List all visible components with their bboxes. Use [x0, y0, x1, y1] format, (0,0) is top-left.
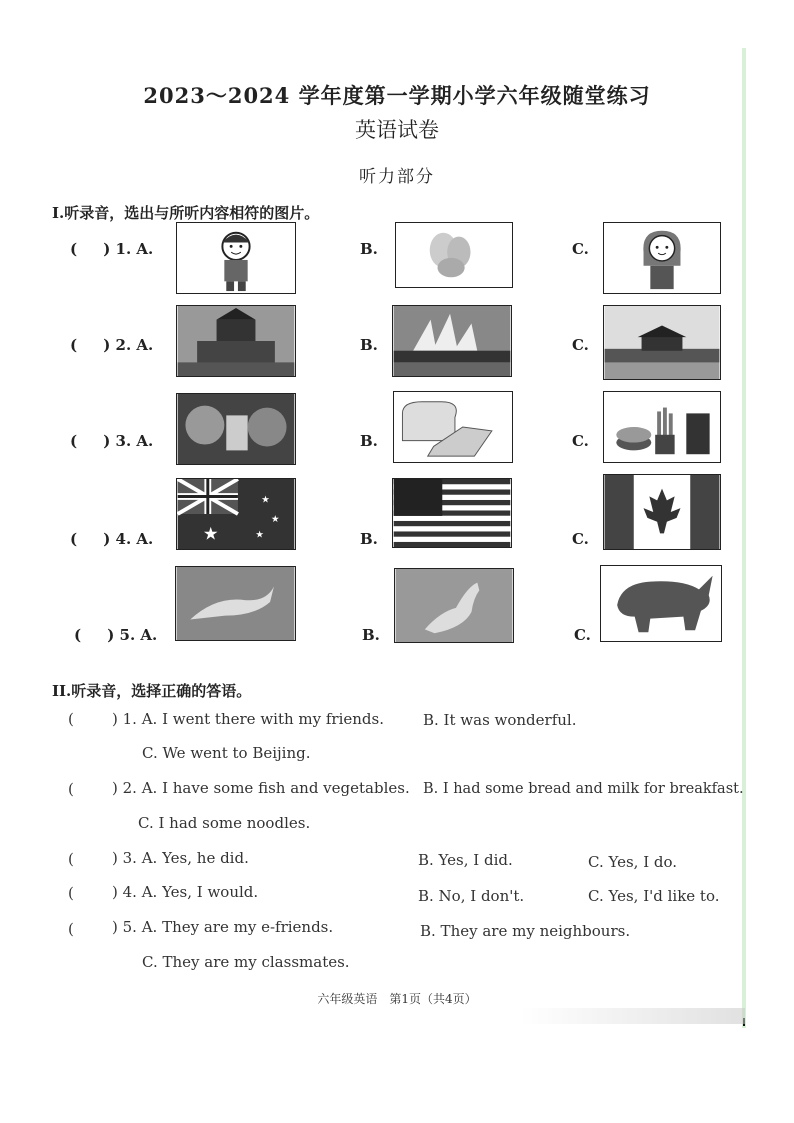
q2-option-a: ) 2. A. I have some fish and vegetables. [112, 779, 410, 797]
kangaroo-picture-icon[interactable] [394, 568, 514, 643]
question-number: ( ) 1. A. [70, 240, 154, 258]
q2-option-b: B. I had some bread and milk for breakfast. [423, 781, 744, 797]
canada-flag-icon[interactable] [603, 474, 721, 550]
q4-option-c: C. Yes, I'd like to. [588, 887, 720, 905]
option-c-label: C. [572, 530, 589, 548]
q5-option-a: ) 5. A. They are my e-friends. [112, 918, 334, 936]
option-b-label: B. [360, 336, 378, 354]
rhino-picture-icon[interactable] [600, 565, 722, 642]
option-c-label: C. [572, 240, 589, 258]
q1-option-b: B. It was wonderful. [423, 711, 577, 729]
svg-text:★: ★ [261, 494, 270, 506]
exam-title: 2023～2024 学年度第一学期小学六年级随堂练习 [143, 83, 651, 108]
scan-smudge [520, 1008, 745, 1024]
q5-option-b: B. They are my neighbours. [420, 922, 631, 940]
q3-option-c: C. Yes, I do. [588, 853, 678, 871]
q5-option-c: C. They are my classmates. [142, 953, 350, 971]
flower-picture-icon[interactable] [395, 222, 513, 288]
option-c-label: C. [572, 336, 589, 354]
exam-subject: 英语试卷 [355, 118, 439, 142]
bird-picture-icon[interactable] [175, 566, 296, 641]
q4-option-b: B. No, I don't. [418, 887, 525, 905]
part1-instruction: I.听录音，选出与所听内容相符的图片。 [52, 204, 320, 222]
option-b-label: B. [360, 240, 378, 258]
answer-paren[interactable]: ( [68, 884, 74, 902]
boy-picture-icon[interactable] [176, 222, 296, 294]
girl-picture-icon[interactable] [603, 222, 721, 294]
q1-option-c: C. We went to Beijing. [142, 744, 311, 762]
bread-picture-icon[interactable] [393, 391, 513, 463]
q3-option-b: B. Yes, I did. [418, 851, 513, 869]
page-footer: 六年级英语 第1页（共4页） [317, 992, 477, 1006]
answer-paren[interactable]: ( [68, 780, 74, 798]
answer-paren[interactable]: ( [68, 920, 74, 938]
answer-paren[interactable]: ( [68, 850, 74, 868]
part2-instruction [52, 680, 251, 701]
question-number: ( ) 2. A. [70, 336, 154, 354]
question-number: ( ) 5. A. [74, 626, 158, 644]
svg-text:★: ★ [202, 524, 219, 545]
option-c-label: C. [574, 626, 591, 644]
q3-option-a: ) 3. A. Yes, he did. [112, 849, 249, 867]
answer-paren[interactable]: ( [68, 710, 74, 728]
option-b-label: B. [360, 530, 378, 548]
australia-flag-icon[interactable] [176, 478, 296, 550]
option-c-label: C. [572, 432, 589, 450]
section-title: 听力部分 [359, 167, 435, 187]
tiananmen-picture-icon[interactable] [603, 305, 721, 380]
q2-option-c: C. I had some noodles. [138, 814, 311, 832]
question-number: ( ) 3. A. [70, 432, 154, 450]
part2-instruction-text: II.听录音，选择正确的答语。 [52, 682, 252, 700]
question-number: ( ) 4. A. [70, 530, 154, 548]
q4-option-a: ) 4. A. Yes, I would. [112, 883, 259, 901]
sydney-opera-house-picture-icon[interactable] [392, 305, 512, 377]
svg-text:★: ★ [255, 529, 265, 541]
food-and-drink-picture-icon[interactable] [176, 393, 296, 465]
burger-and-fries-picture-icon[interactable] [603, 391, 721, 463]
page-edge-line [742, 48, 746, 1028]
option-b-label: B. [362, 626, 380, 644]
usa-flag-icon[interactable] [392, 478, 512, 548]
option-b-label: B. [360, 432, 378, 450]
big-ben-picture-icon[interactable] [176, 305, 296, 377]
q1-option-a: ) 1. A. I went there with my friends. [112, 710, 384, 728]
svg-text:★: ★ [271, 513, 280, 525]
